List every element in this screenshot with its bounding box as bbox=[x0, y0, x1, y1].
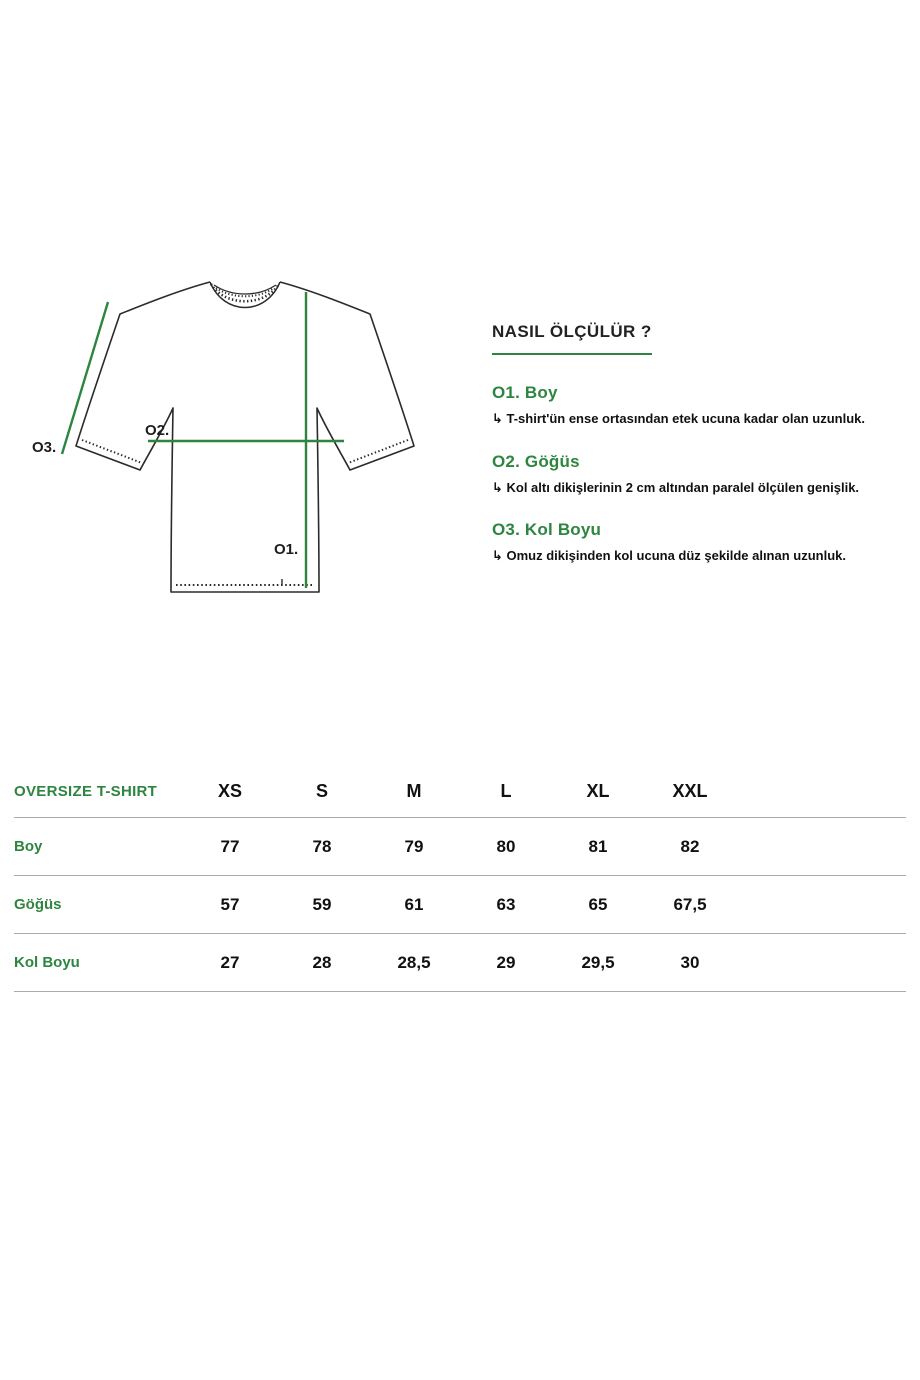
size-column-s: S bbox=[315, 780, 328, 801]
table-row-gogus bbox=[14, 875, 906, 933]
size-table-header-row bbox=[14, 765, 906, 817]
cell-value: 57 bbox=[220, 894, 240, 914]
cell-value: 61 bbox=[404, 894, 424, 914]
table-row-kol-boyu bbox=[14, 933, 906, 991]
cell-value: 81 bbox=[588, 836, 608, 856]
cell-value: 63 bbox=[496, 894, 516, 914]
cell-value: 59 bbox=[312, 894, 332, 914]
tshirt-measurement-diagram bbox=[30, 258, 430, 618]
cell-value: 82 bbox=[680, 836, 700, 856]
howto-item-desc: ↳ Omuz dikişinden kol ucuna düz şekilde alınan uzunluk. bbox=[492, 548, 847, 564]
row-label: Göğüs bbox=[14, 896, 62, 913]
cell-value: 27 bbox=[220, 952, 240, 972]
tshirt-diagram-svg bbox=[30, 258, 430, 618]
howto-title: NASIL ÖLÇÜLÜR ? bbox=[492, 322, 652, 355]
row-label: Kol Boyu bbox=[14, 954, 80, 971]
size-column-m: M bbox=[406, 780, 422, 801]
product-label: OVERSIZE T-SHIRT bbox=[14, 782, 158, 800]
howto-item-desc: ↳ Kol altı dikişlerinin 2 cm altından paralel ölçülen genişlik. bbox=[492, 479, 860, 495]
howto-item-gogus bbox=[492, 452, 892, 497]
cell-value: 80 bbox=[496, 836, 516, 856]
measure-label-o3: O3. bbox=[32, 439, 57, 456]
howto-item-boy bbox=[492, 383, 892, 428]
size-column-xs: XS bbox=[217, 780, 242, 801]
table-row-boy bbox=[14, 817, 906, 875]
howto-item-title: O3. Kol Boyu bbox=[492, 520, 602, 540]
cell-value: 28 bbox=[312, 952, 332, 972]
size-table bbox=[0, 765, 920, 992]
cell-value: 28,5 bbox=[397, 952, 431, 972]
size-column-l: L bbox=[500, 780, 512, 801]
howto-section bbox=[492, 322, 892, 589]
cell-value: 77 bbox=[220, 836, 240, 856]
cell-value: 79 bbox=[404, 836, 424, 856]
cell-value: 29,5 bbox=[581, 952, 615, 972]
howto-item-desc: ↳ T-shirt'ün ense ortasından etek ucuna kadar olan uzunluk. bbox=[492, 411, 866, 426]
measure-label-o1: O1. bbox=[274, 541, 299, 558]
cell-value: 78 bbox=[312, 836, 332, 856]
cell-value: 65 bbox=[588, 894, 608, 914]
size-column-xxl: XXL bbox=[672, 780, 708, 801]
cell-value: 67,5 bbox=[673, 894, 707, 914]
measure-label-o2: O2. bbox=[145, 422, 170, 439]
table-bottom-rule bbox=[14, 991, 906, 992]
size-column-xl: XL bbox=[586, 780, 610, 801]
cell-value: 30 bbox=[680, 952, 700, 972]
howto-item-kol-boyu bbox=[492, 520, 892, 565]
howto-item-title: O1. Boy bbox=[492, 383, 558, 402]
row-label: Boy bbox=[14, 838, 43, 855]
howto-item-title: O2. Göğüs bbox=[492, 451, 580, 471]
tshirt-outline bbox=[76, 282, 414, 592]
cell-value: 29 bbox=[496, 952, 516, 972]
